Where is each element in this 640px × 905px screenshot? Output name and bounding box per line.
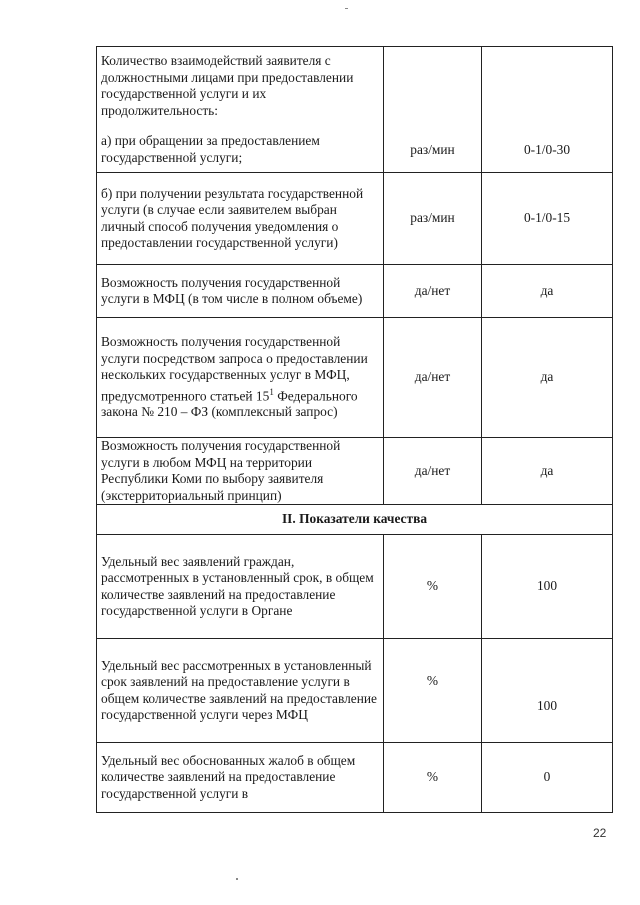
indicator-text-cont: Федерального закона № 210 – ФЗ (комплексный запрос) <box>101 387 358 420</box>
indicator-description <box>97 47 384 173</box>
unit-cell <box>384 639 482 743</box>
table-row <box>97 265 613 318</box>
article-superscript: 1 <box>269 386 274 397</box>
table-row <box>97 639 613 743</box>
value-cell: 100 <box>482 535 613 639</box>
unit-cell: раз/мин <box>384 173 482 265</box>
indicator-heading: Количество взаимодействий заявителя с должностными лицами при предоставлении государственной услуги и их продолжительность: <box>101 53 354 118</box>
indicator-description <box>97 318 384 438</box>
value-cell: да <box>482 318 613 438</box>
value-cell: да <box>482 265 613 318</box>
indicator-text: Возможность получения государственной услуги посредством запроса о предоставлении нескольких государственных услуг в МФЦ, предусмотренного статьей 15 <box>101 334 368 403</box>
unit-text: раз/мин <box>410 141 455 157</box>
scan-speck <box>236 878 238 880</box>
table-row <box>97 535 613 639</box>
indicator-description: Удельный вес обоснованных жалоб в общем количестве заявлений на предоставление государственной услуги в <box>97 743 384 813</box>
section-row <box>97 505 613 535</box>
value-text: 0-1/0-30 <box>523 141 571 157</box>
value-cell: да <box>482 438 613 505</box>
table-row <box>97 173 613 265</box>
unit-cell: да/нет <box>384 318 482 438</box>
unit-cell: % <box>384 535 482 639</box>
indicator-description: Возможность получения государственной услуги в любом МФЦ на территории Республики Коми по выбору заявителя (экстерриториальный принцип) <box>97 438 384 505</box>
value-cell: 0-1/0-15 <box>482 173 613 265</box>
value-text: 100 <box>536 697 558 713</box>
page-number: 22 <box>593 826 607 840</box>
unit-cell: % <box>384 743 482 813</box>
table-row <box>97 318 613 438</box>
table-row <box>97 438 613 505</box>
scan-speck <box>345 8 348 9</box>
service-indicators-table <box>96 46 613 813</box>
unit-cell: да/нет <box>384 265 482 318</box>
indicator-description: Удельный вес заявлений граждан, рассмотренных в установленный срок, в общем количестве заявлений на предоставление государственной услуги в Органе <box>97 535 384 639</box>
unit-cell <box>384 47 482 173</box>
indicator-subitem: а) при обращении за предоставлением государственной услуги; <box>101 133 320 165</box>
indicator-description: Возможность получения государственной услуги в МФЦ (в том числе в полном объеме) <box>97 265 384 318</box>
unit-cell: да/нет <box>384 438 482 505</box>
indicator-description: б) при получении результата государственной услуги (в случае если заявителем выбран личный способ получения уведомления о предоставлении государственной услуги) <box>97 173 384 265</box>
table-row <box>97 47 613 173</box>
unit-text: % <box>426 673 439 688</box>
value-cell <box>482 639 613 743</box>
value-cell: 0 <box>482 743 613 813</box>
section-title: II. Показатели качества <box>97 505 613 535</box>
indicator-description: Удельный вес рассмотренных в установленный срок заявлений на предоставление услуги в общем количестве заявлений на предоставление государственной услуги через МФЦ <box>97 639 384 743</box>
value-cell <box>482 47 613 173</box>
table-row <box>97 743 613 813</box>
